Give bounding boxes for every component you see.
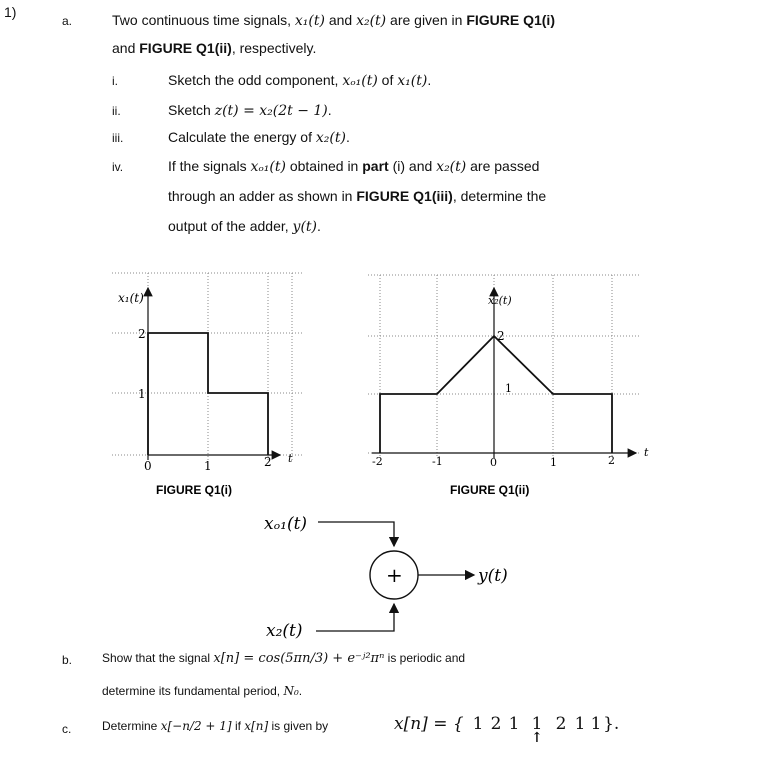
figure1-ytick-1: 1: [138, 387, 146, 401]
figure1-xtick-1: 1: [204, 459, 212, 473]
intro-fig1: FIGURE Q1(i): [466, 12, 555, 28]
iv-l1-pre: If the signals: [168, 158, 251, 174]
intro-x1: x₁(t): [294, 13, 325, 29]
intro-text: Two continuous time signals,: [112, 12, 295, 28]
figure2-xtick-1: 1: [550, 456, 557, 469]
part-c-math1: x[−n/2 + 1]: [160, 719, 232, 733]
figure2-xtick-m2: -2: [372, 455, 383, 468]
intro-text-post: are given in: [386, 12, 467, 28]
figure1-xtick-0: 0: [144, 459, 152, 473]
figure2-xtick-0: 0: [490, 456, 497, 469]
item-iii-pre: Calculate the energy of: [168, 129, 316, 145]
figure2-xtick-2: 2: [608, 454, 615, 467]
part-b-line2: [102, 684, 302, 698]
adder-input2-line: [316, 604, 394, 631]
part-c-mid: if: [231, 719, 245, 733]
figure1-xtick-2: 2: [264, 455, 272, 469]
item-i-math1: xₒ₁(t): [342, 73, 378, 89]
adder-input2-label: x₂(t): [266, 621, 303, 641]
seq-origin-cell: [523, 714, 551, 746]
iv-l3-pre: output of the adder,: [168, 218, 293, 234]
figure2-xtick-m1: -1: [432, 455, 443, 468]
figure2-inner-label: 1: [505, 382, 512, 395]
iv-l3-math: y(t): [292, 219, 318, 235]
item-iii-num: iii.: [112, 131, 124, 145]
part-c-sequence: [394, 714, 620, 746]
seq-value-2: 1: [508, 714, 520, 734]
seq-value-1: 2: [490, 714, 502, 734]
seq-value-4: 2: [555, 714, 567, 734]
iv-l1-math2: x₂(t): [436, 159, 467, 175]
figure2-xlabel: t: [644, 446, 649, 459]
seq-value-3: 1: [531, 714, 543, 734]
figure2-caption: FIGURE Q1(ii): [450, 483, 530, 497]
item-ii-pre: Sketch: [168, 102, 215, 118]
part-c-letter: c.: [62, 722, 72, 736]
iv-l3-post: .: [317, 218, 321, 234]
origin-arrow-icon: ↑: [531, 730, 543, 746]
item-ii-num: ii.: [112, 104, 121, 118]
iv-l2-bold: FIGURE Q1(iii): [356, 188, 453, 204]
seq-value-5: 1: [574, 714, 586, 734]
intro-x2: x₂(t): [356, 13, 387, 29]
part-a-letter: a.: [62, 14, 73, 28]
item-i-post: .: [427, 72, 432, 88]
part-c-post: is given by: [268, 719, 329, 733]
figure1-xlabel: t: [288, 452, 293, 465]
seq-value-6: 1: [590, 714, 602, 734]
part-b-l2-post: .: [298, 684, 303, 698]
part-c-pre: Determine: [102, 719, 161, 733]
item-i-mid: of: [377, 72, 398, 88]
item-iv-num: iv.: [112, 160, 124, 174]
part-b-line1: [102, 651, 465, 666]
adder-plus-symbol: +: [386, 563, 403, 587]
iv-l1-bold: part: [362, 158, 389, 174]
intro-fig2: FIGURE Q1(ii): [139, 40, 232, 56]
item-ii-post: .: [327, 102, 332, 118]
figure1-caption: FIGURE Q1(i): [156, 483, 233, 497]
item-iii-post: .: [345, 129, 350, 145]
intro-and: and: [324, 12, 357, 28]
part-b-l2-pre: determine its fundamental period,: [102, 684, 284, 698]
part-b-letter: b.: [62, 653, 73, 667]
item-i-num: i.: [112, 74, 118, 88]
seq-lhs: x[n] = {: [394, 714, 464, 734]
part-b-signal-expression: x[n] = cos(5πn/3) + e⁻ʲ²πⁿ: [213, 651, 385, 666]
figure2-ylabel: x₂(t): [488, 294, 512, 307]
part-c-text: [102, 719, 328, 733]
iv-l1-math1: xₒ₁(t): [250, 159, 286, 175]
part-b-pre: Show that the signal: [102, 651, 214, 665]
figure1-ylabel: x₁(t): [118, 291, 144, 305]
item-iii-math: x₂(t): [315, 130, 346, 146]
item-ii-math: z(t) = x₂(2t − 1): [214, 103, 328, 119]
adder-output-label: y(t): [478, 566, 508, 586]
part-b-period-symbol: N₀: [283, 684, 299, 698]
intro2-pre: and: [112, 40, 140, 56]
part-c-math2: x[n]: [244, 719, 269, 733]
iv-l2-pre: through an adder as shown in: [168, 188, 357, 204]
seq-value-0: 1: [472, 714, 484, 734]
seq-rhs: }.: [603, 714, 620, 734]
iv-l1-mid: obtained in: [285, 158, 363, 174]
iv-l1-mid2: (i) and: [388, 158, 437, 174]
question-number: 1): [4, 4, 17, 20]
figure2-peak-label: 2: [497, 329, 505, 343]
figure2-plot: [368, 275, 649, 497]
figure1-ytick-2: 2: [138, 327, 146, 341]
adder-diagram: [264, 514, 508, 641]
item-i-math2: x₁(t): [397, 73, 428, 89]
intro2-post: , respectively.: [231, 40, 317, 56]
item-i-pre: Sketch the odd component,: [168, 72, 343, 88]
figure1-plot: [112, 273, 302, 497]
iv-l2-post: , determine the: [452, 188, 547, 204]
iv-l1-post: are passed: [466, 158, 540, 174]
adder-input1-line: [318, 522, 394, 546]
adder-input1-label: xₒ₁(t): [264, 514, 308, 534]
figure2-signal: [380, 336, 612, 453]
part-b-post: is periodic and: [384, 651, 466, 665]
